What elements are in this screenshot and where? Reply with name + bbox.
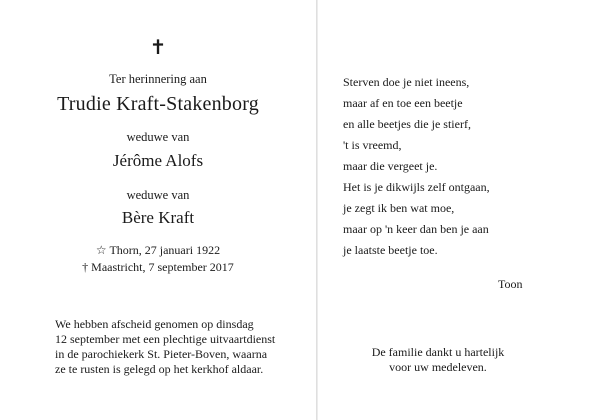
poem-line: maar die vergeet je.	[343, 159, 438, 173]
poem-author: Toon	[498, 277, 523, 291]
poem-line: je zegt ik ben wat moe,	[343, 201, 455, 215]
paragraph-line: in de parochiekerk St. Pieter-Boven, waarna	[55, 347, 268, 361]
intro-text: Ter herinnering aan	[109, 72, 207, 86]
poem	[343, 72, 490, 261]
paragraph-line: 12 september met een plechtige uitvaartdienst	[55, 332, 276, 346]
thanks-note	[318, 345, 558, 375]
paragraph-line: ze te rusten is gelegd op het kerkhof aldaar.	[55, 362, 264, 376]
poem-line: 't is vreemd,	[343, 138, 402, 152]
birth-line: ☆ Thorn, 27 januari 1922	[95, 243, 221, 257]
poem-line: en alle beetjes die je stierf,	[343, 117, 471, 131]
spouse-name-2: Bère Kraft	[121, 208, 195, 227]
thanks-line: De familie dankt u hartelijk	[371, 345, 505, 359]
thanks-line: voor uw medeleven.	[389, 360, 487, 374]
widow-of-label-2: weduwe van	[126, 188, 190, 202]
poem-line: maar af en toe een beetje	[343, 96, 463, 110]
poem-line: maar op 'n keer dan ben je aan	[343, 222, 489, 236]
right-panel	[318, 0, 600, 420]
poem-line: je laatste beetje toe.	[343, 243, 438, 257]
spouse-name-1: Jérôme Alofs	[112, 151, 204, 170]
death-line: † Maastricht, 7 september 2017	[82, 260, 234, 274]
deceased-name: Trudie Kraft-Stakenborg	[57, 93, 259, 115]
paragraph-line: We hebben afscheid genomen op dinsdag	[55, 317, 254, 331]
widow-of-label-1: weduwe van	[126, 130, 190, 144]
cross-icon: ✝	[149, 37, 167, 59]
poem-line: Sterven doe je niet ineens,	[343, 75, 470, 89]
poem-line: Het is je dikwijls zelf ontgaan,	[343, 180, 490, 194]
funeral-paragraph	[55, 317, 285, 377]
